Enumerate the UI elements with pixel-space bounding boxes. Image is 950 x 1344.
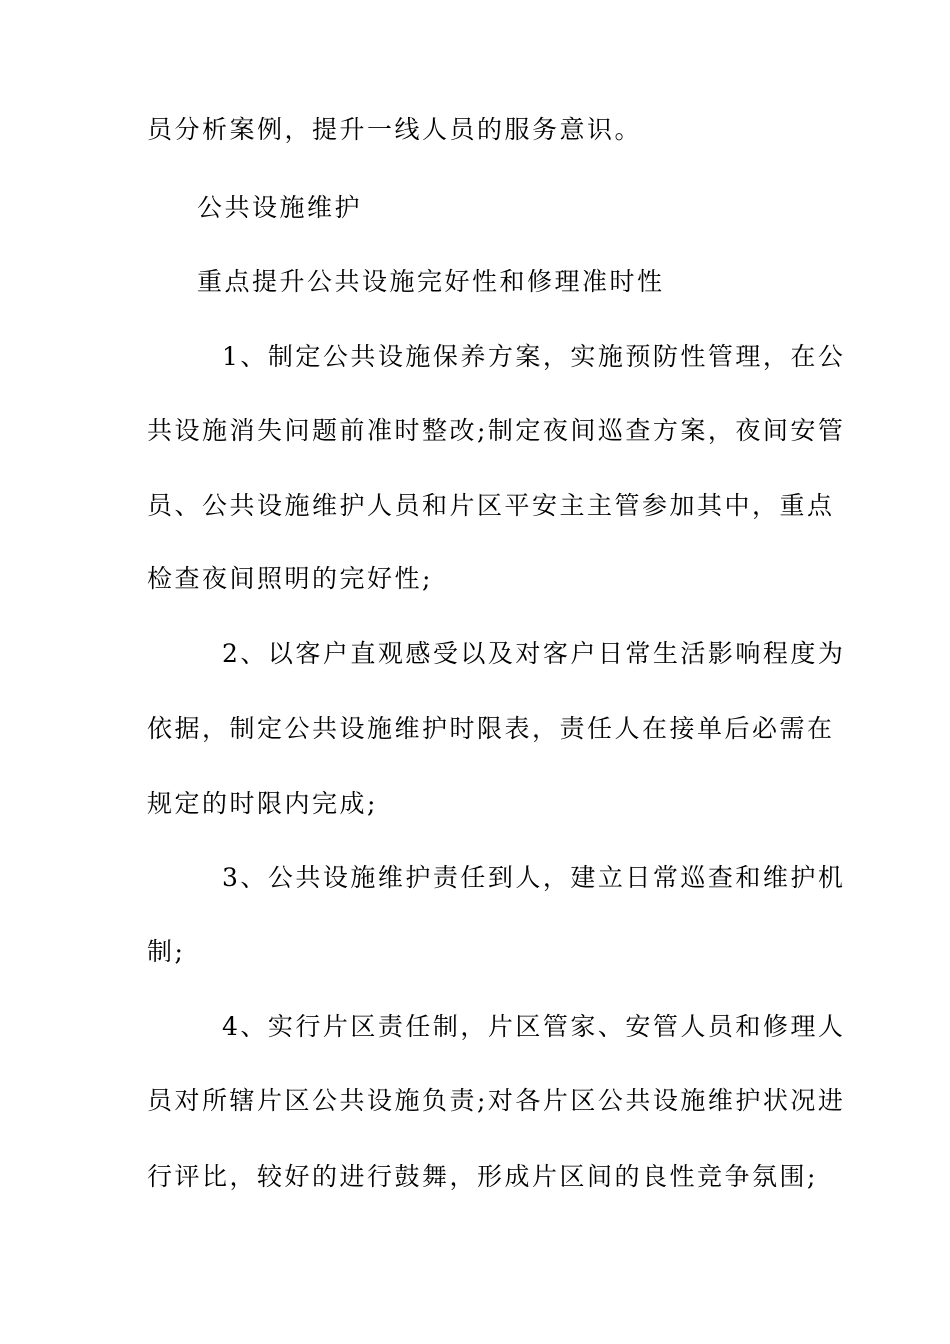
item-1-line-3: 员、公共设施维护人员和片区平安主主管参加其中，重点 (147, 491, 835, 520)
section-subheading: 重点提升公共设施完好性和修理准时性 (197, 267, 665, 296)
item-2-line-1: 2、以客户直观感受以及对客户日常生活影响程度为 (222, 639, 846, 668)
item-2-line-3: 规定的时限内完成; (147, 789, 378, 818)
section-heading: 公共设施维护 (197, 193, 363, 222)
item-1-line-2: 共设施消失问题前准时整改;制定夜间巡查方案，夜间安管 (147, 416, 846, 445)
item-4-line-3: 行评比，较好的进行鼓舞，形成片区间的良性竞争氛围; (147, 1162, 818, 1191)
item-4-line-2: 员对所辖片区公共设施负责;对各片区公共设施维护状况进 (147, 1086, 846, 1115)
item-4-line-1: 4、实行片区责任制，片区管家、安管人员和修理人 (222, 1012, 846, 1041)
paragraph-line-continuation: 员分析案例，提升一线人员的服务意识。 (147, 115, 643, 144)
item-2-line-2: 依据，制定公共设施维护时限表，责任人在接单后必需在 (147, 714, 835, 743)
item-1-line-1: 1、制定公共设施保养方案，实施预防性管理，在公 (222, 342, 846, 371)
item-3-line-1: 3、公共设施维护责任到人，建立日常巡查和维护机 (222, 863, 846, 892)
item-3-line-2: 制; (147, 937, 186, 966)
item-1-line-4: 检查夜间照明的完好性; (147, 564, 433, 593)
